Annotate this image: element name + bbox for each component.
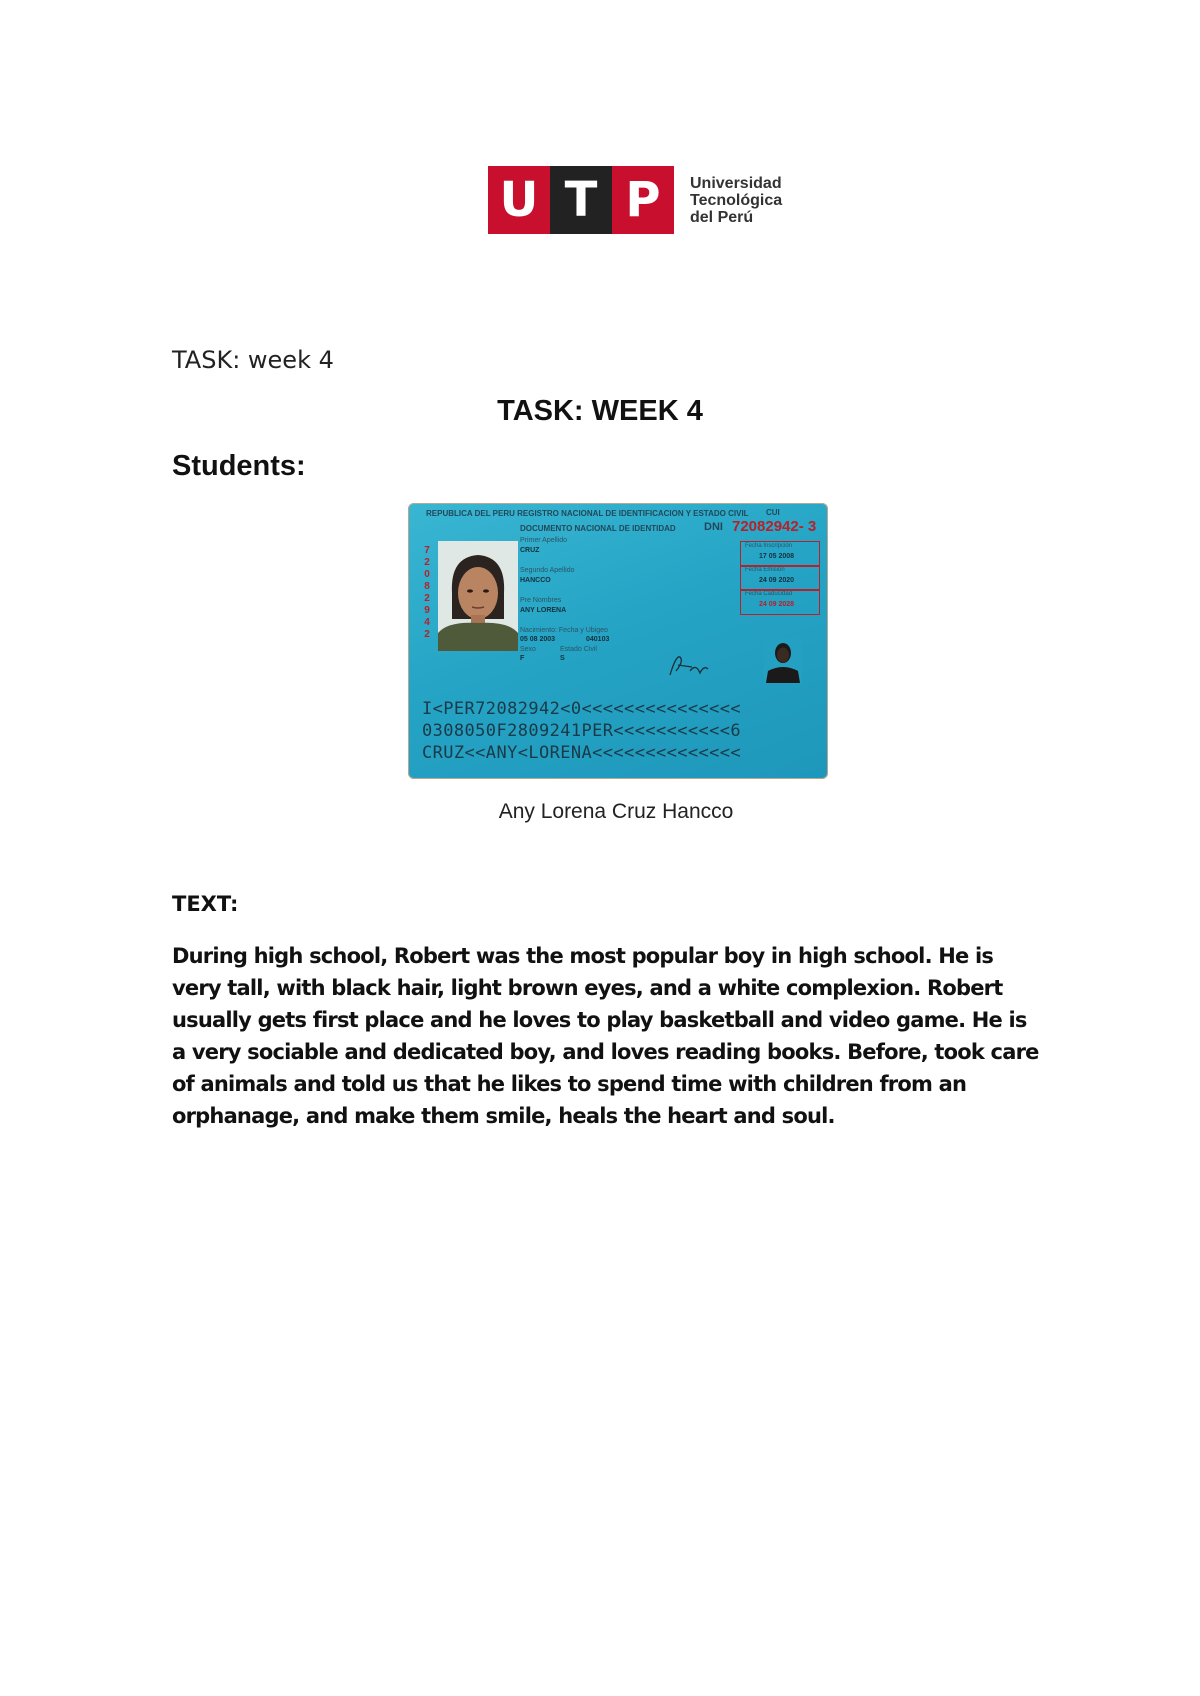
primer-apellido-value: CRUZ bbox=[520, 547, 540, 554]
id-card-header-line2: DOCUMENTO NACIONAL DE IDENTIDAD bbox=[520, 524, 676, 533]
logo-line-1: Universidad bbox=[690, 174, 782, 192]
logo-line-3: del Perú bbox=[690, 208, 754, 226]
estado-civil-label: Estado Civil bbox=[560, 646, 597, 653]
id-card-dni-label: DNI bbox=[704, 521, 723, 533]
nacimiento-fecha-value: 05 08 2003 bbox=[520, 636, 556, 643]
task-subtitle: TASK: week 4 bbox=[172, 346, 334, 374]
id-card-image bbox=[408, 503, 828, 779]
fecha-emision-value: 24 09 2020 bbox=[759, 577, 795, 584]
students-label: Students: bbox=[172, 450, 306, 482]
nacimiento-label: Nacimiento: Fecha y Ubigeo bbox=[520, 627, 608, 634]
id-card-small-photo bbox=[764, 637, 802, 683]
id-card-header-line1: REPUBLICA DEL PERU REGISTRO NACIONAL DE IDENTIFICACION Y ESTADO CIVIL bbox=[426, 509, 749, 518]
id-card-vertical-number: 72082942 bbox=[424, 545, 430, 640]
sexo-label: Sexo bbox=[520, 646, 536, 653]
fecha-caducidad-label: Fecha Caducidad bbox=[745, 591, 793, 597]
segundo-apellido-label: Segundo Apellido bbox=[520, 567, 575, 574]
pre-nombres-value: ANY LORENA bbox=[520, 607, 567, 614]
id-card-portrait-photo bbox=[438, 541, 518, 651]
logo-line-2: Tecnológica bbox=[690, 191, 783, 209]
fecha-caducidad-box bbox=[740, 589, 820, 615]
id-card-cui-label: CUI bbox=[766, 508, 780, 517]
segundo-apellido-value: HANCCO bbox=[520, 577, 551, 584]
fecha-emision-label: Fecha Emisión bbox=[745, 567, 785, 573]
sexo-value: F bbox=[520, 655, 525, 662]
logo-letter-u: U bbox=[488, 166, 550, 234]
logo-university-name bbox=[690, 175, 782, 226]
small-photo-illustration bbox=[764, 637, 802, 683]
id-card-dni-number: 72082942- 3 bbox=[732, 518, 817, 535]
mrz-line-3: CRUZ<<ANY<LORENA<<<<<<<<<<<<<< bbox=[422, 743, 742, 763]
portrait-photo-illustration bbox=[438, 541, 518, 651]
mrz-line-1: I<PER72082942<0<<<<<<<<<<<<<<< bbox=[422, 699, 742, 719]
nacimiento-ubigeo-value: 040103 bbox=[586, 636, 610, 643]
text-section-label: TEXT: bbox=[172, 892, 239, 916]
estado-civil-value: S bbox=[560, 655, 565, 662]
logo-letter-blocks bbox=[488, 166, 674, 234]
logo-letter-p: P bbox=[612, 166, 674, 234]
fecha-emision-box bbox=[740, 565, 820, 591]
fecha-inscripcion-value: 17 05 2008 bbox=[759, 553, 795, 560]
fecha-caducidad-value: 24 09 2028 bbox=[759, 601, 795, 608]
pre-nombres-label: Pre Nombres bbox=[520, 597, 562, 604]
signature-mark bbox=[666, 651, 726, 681]
primer-apellido-label: Primer Apellido bbox=[520, 537, 568, 544]
logo-letter-t: T bbox=[550, 166, 612, 234]
utp-logo bbox=[488, 166, 782, 234]
fecha-inscripcion-label: Fecha Inscripción bbox=[745, 543, 793, 549]
page-title: TASK: WEEK 4 bbox=[497, 395, 703, 427]
text-section-body: During high school, Robert was the most popular boy in high school. He is very tall, with black hair, light brown eyes, and a white complexion. Robert usually gets first place and he loves to play basketball and video game. He is a very sociable and dedicated boy, and loves reading books. Before, took care of animals and told us that he likes to spend time with children from an orphanage, and make them smile, heals the heart and soul. bbox=[172, 944, 1039, 1128]
mrz-line-2: 0308050F2809241PER<<<<<<<<<<<6 bbox=[422, 721, 742, 741]
student-name-caption: Any Lorena Cruz Hancco bbox=[498, 800, 734, 823]
fecha-inscripcion-box bbox=[740, 541, 820, 567]
